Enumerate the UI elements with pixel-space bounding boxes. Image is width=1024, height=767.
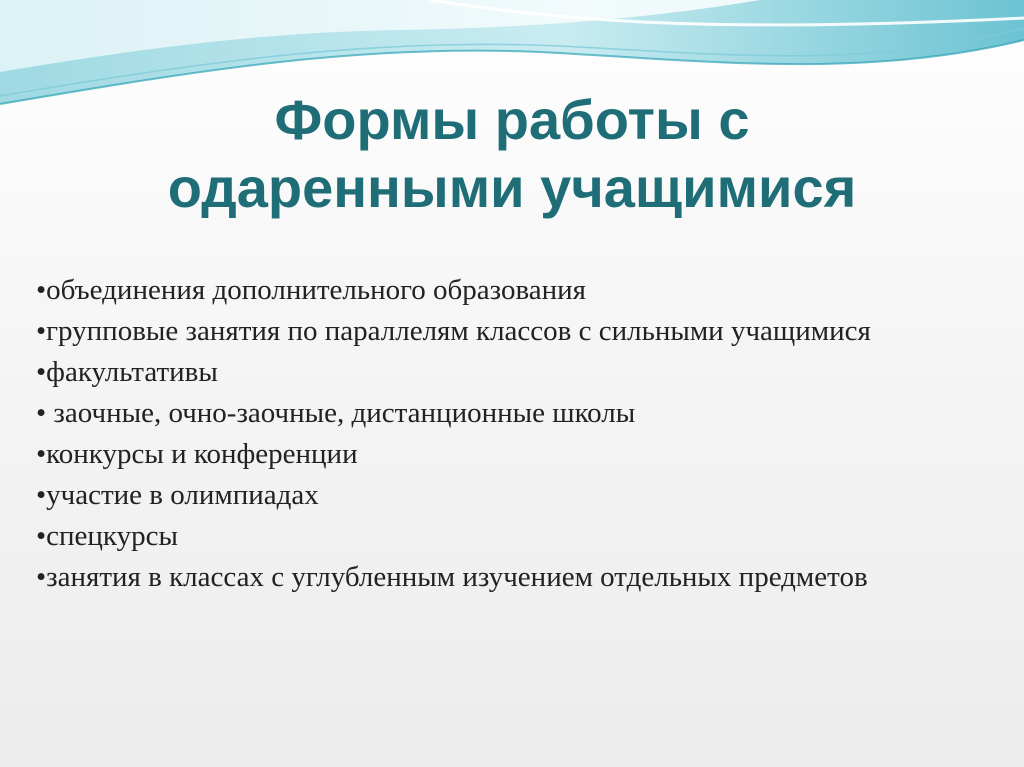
list-item: •занятия в классах с углубленным изучением отдельных предметов <box>36 561 868 593</box>
slide-title <box>0 86 1024 222</box>
list-item: •участие в олимпиадах <box>36 479 319 511</box>
list-item: •групповые занятия по параллелям классов с сильными учащимися <box>36 315 871 347</box>
list-item: •спецкурсы <box>36 520 178 552</box>
list-item: •объединения дополнительного образования <box>36 274 587 306</box>
list-item: •факультативы <box>36 356 218 388</box>
slide-title-line-2: одаренными учащимися <box>167 156 857 219</box>
list-item: •конкурсы и конференции <box>36 438 358 470</box>
bullet-list <box>36 270 936 598</box>
slide-title-line-1: Формы работы с <box>274 88 750 151</box>
list-item: • заочные, очно-заочные, дистанционные школы <box>36 397 636 429</box>
